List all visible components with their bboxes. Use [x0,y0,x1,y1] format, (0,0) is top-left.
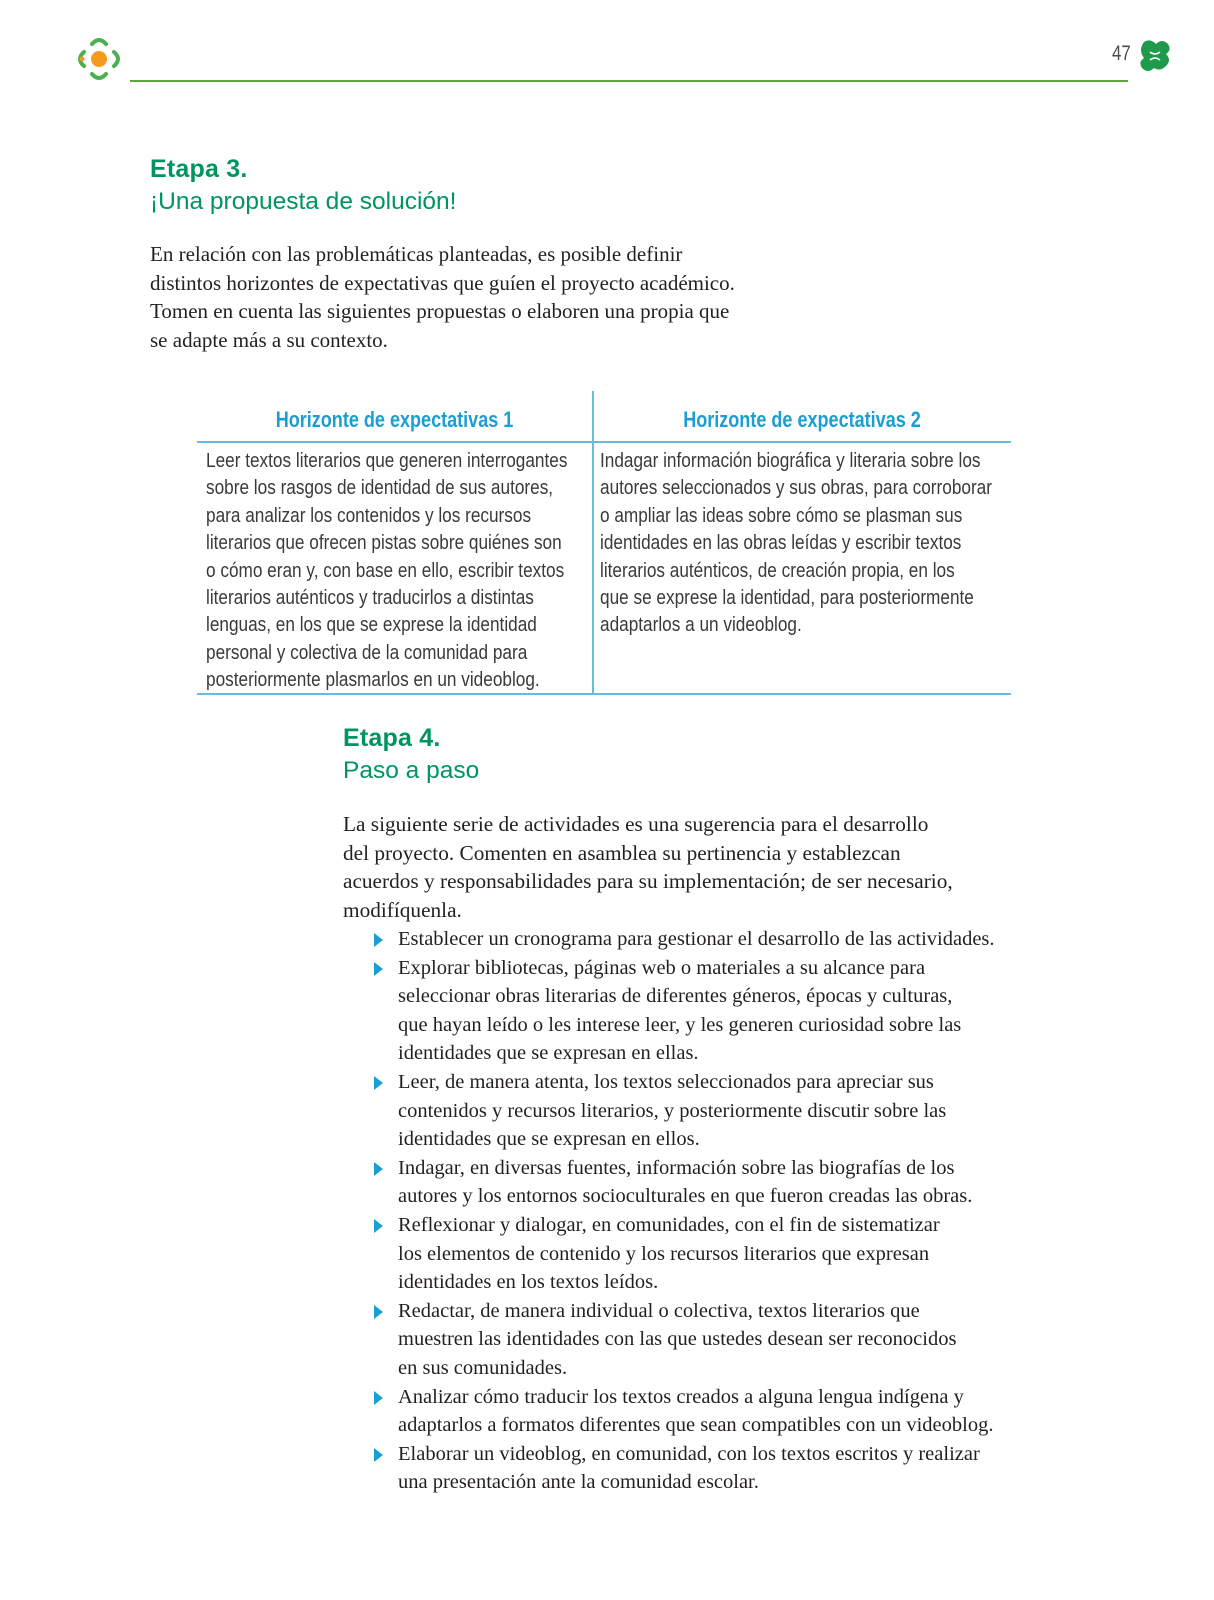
list-item [374,925,1024,954]
list-item [374,1154,1024,1211]
expectations-table [197,391,1011,695]
item-line: identidades que se expresan en ellos. [398,1128,700,1151]
item-line: identidades en los textos leídos. [398,1271,659,1294]
item-line: seleccionar obras literarias de diferentes géneros, épocas y culturas, [398,985,953,1008]
bullet-arrow-icon [374,1076,383,1090]
stage3-intro [150,240,735,354]
list-item [374,1440,1024,1497]
cell-line: Indagar información biográfica y literaria sobre los [600,450,981,472]
bullet-arrow-icon [374,962,383,976]
item-line: contenidos y recursos literarios, y posteriormente discutir sobre las [398,1099,947,1122]
page-number: 47 [1112,42,1131,65]
cell-line: posteriormente plasmarlos en un videoblog. [206,669,540,692]
cell-line: personal y colectiva de la comunidad para [206,641,528,664]
item-line: una presentación ante la comunidad escolar. [398,1471,759,1494]
item-line: en sus comunidades. [398,1356,568,1379]
intro-line: Tomen en cuenta las siguientes propuestas o elaboren una propia que [150,299,730,324]
item-line: Elaborar un videoblog, en comunidad, con los textos escritos y realizar [398,1442,980,1465]
list-item [374,954,1024,1068]
cell-line: literarios auténticos, de creación propia, en los [600,559,955,582]
item-line: los elementos de contenido y los recursos literarios que expresan [398,1242,930,1265]
list-item [374,1297,1024,1383]
cell-line: para analizar los contenidos y los recursos [206,504,532,527]
stage3-title: Etapa 3. [150,155,248,183]
stage3-subtitle: ¡Una propuesta de solución! [150,188,457,215]
item-line: identidades que se expresan en ellas. [398,1042,699,1065]
item-line: Explorar bibliotecas, páginas web o materiales a su alcance para [398,956,926,979]
cell-line: literarios auténticos y traducirlos a distintas [206,587,534,610]
table-divider [592,391,594,695]
list-item [374,1383,1024,1440]
cell-line: que se exprese la identidad, para posteriormente [600,587,974,610]
activity-list [374,925,1024,1497]
cell-line: sobre los rasgos de identidad de sus autores, [206,477,554,500]
item-line: Establecer un cronograma para gestionar el desarrollo de las actividades. [398,928,995,950]
item-line: Analizar cómo traducir los textos creados a alguna lengua indígena y [398,1385,964,1408]
stage4-intro [343,810,953,924]
cell-line: lenguas, en los que se exprese la identidad [206,614,537,637]
intro-line: distintos horizontes de expectativas que guíen el proyecto académico. [150,270,735,295]
decorative-glyph-icon [1138,38,1172,74]
intro-line: acuerdos y responsabilidades para su implementación; de ser necesario, [343,869,953,894]
stage4-subtitle: Paso a paso [343,757,480,784]
cell-line: autores seleccionados y sus obras, para corroborar [600,477,992,500]
bullet-arrow-icon [374,1219,383,1233]
cell-line: o cómo eran y, con base en ello, escribir textos [206,559,565,582]
header-rule [130,80,1128,82]
item-line: Indagar, en diversas fuentes, información sobre las biografías de los [398,1156,955,1179]
intro-line: En relación con las problemáticas planteadas, es posible definir [150,242,683,266]
intro-line: se adapte más a su contexto. [150,327,388,352]
item-line: que hayan leído o les interese leer, y les generen curiosidad sobre las [398,1013,962,1036]
section-logo-icon [70,30,128,88]
stage4-title: Etapa 4. [343,724,441,752]
bullet-arrow-icon [374,1448,383,1462]
table-header-rule [197,441,1011,443]
intro-line: La siguiente serie de actividades es una sugerencia para el desarrollo [343,812,929,836]
table-cell-1 [206,448,584,695]
cell-line: o ampliar las ideas sobre cómo se plasman sus [600,504,963,527]
item-line: adaptarlos a formatos diferentes que sean compatibles con un videoblog. [398,1414,994,1437]
cell-line: literarios que ofrecen pistas sobre quiénes son [206,532,562,555]
table-header-1: Horizonte de expectativas 1 [275,407,514,432]
table-header-2: Horizonte de expectativas 2 [683,407,921,432]
item-line: muestren las identidades con las que ustedes desean ser reconocidos [398,1328,957,1351]
table-cell-2 [600,448,1004,640]
cell-line: Leer textos literarios que generen interrogantes [206,450,568,472]
bullet-arrow-icon [374,1391,383,1405]
list-item [374,1068,1024,1154]
bullet-arrow-icon [374,933,383,947]
cell-line: adaptarlos a un videoblog. [600,614,802,637]
cell-line: identidades en las obras leídas y escribir textos [600,532,962,555]
item-line: Leer, de manera atenta, los textos seleccionados para apreciar sus [398,1070,934,1093]
bullet-arrow-icon [374,1305,383,1319]
item-line: autores y los entornos socioculturales en que fueron creadas las obras. [398,1185,973,1208]
item-line: Redactar, de manera individual o colectiva, textos literarios que [398,1299,920,1322]
list-item [374,1211,1024,1297]
intro-line: modifíquenla. [343,897,462,922]
item-line: Reflexionar y dialogar, en comunidades, con el fin de sistematizar [398,1213,940,1236]
bullet-arrow-icon [374,1162,383,1176]
intro-line: del proyecto. Comenten en asamblea su pertinencia y establezcan [343,840,901,865]
